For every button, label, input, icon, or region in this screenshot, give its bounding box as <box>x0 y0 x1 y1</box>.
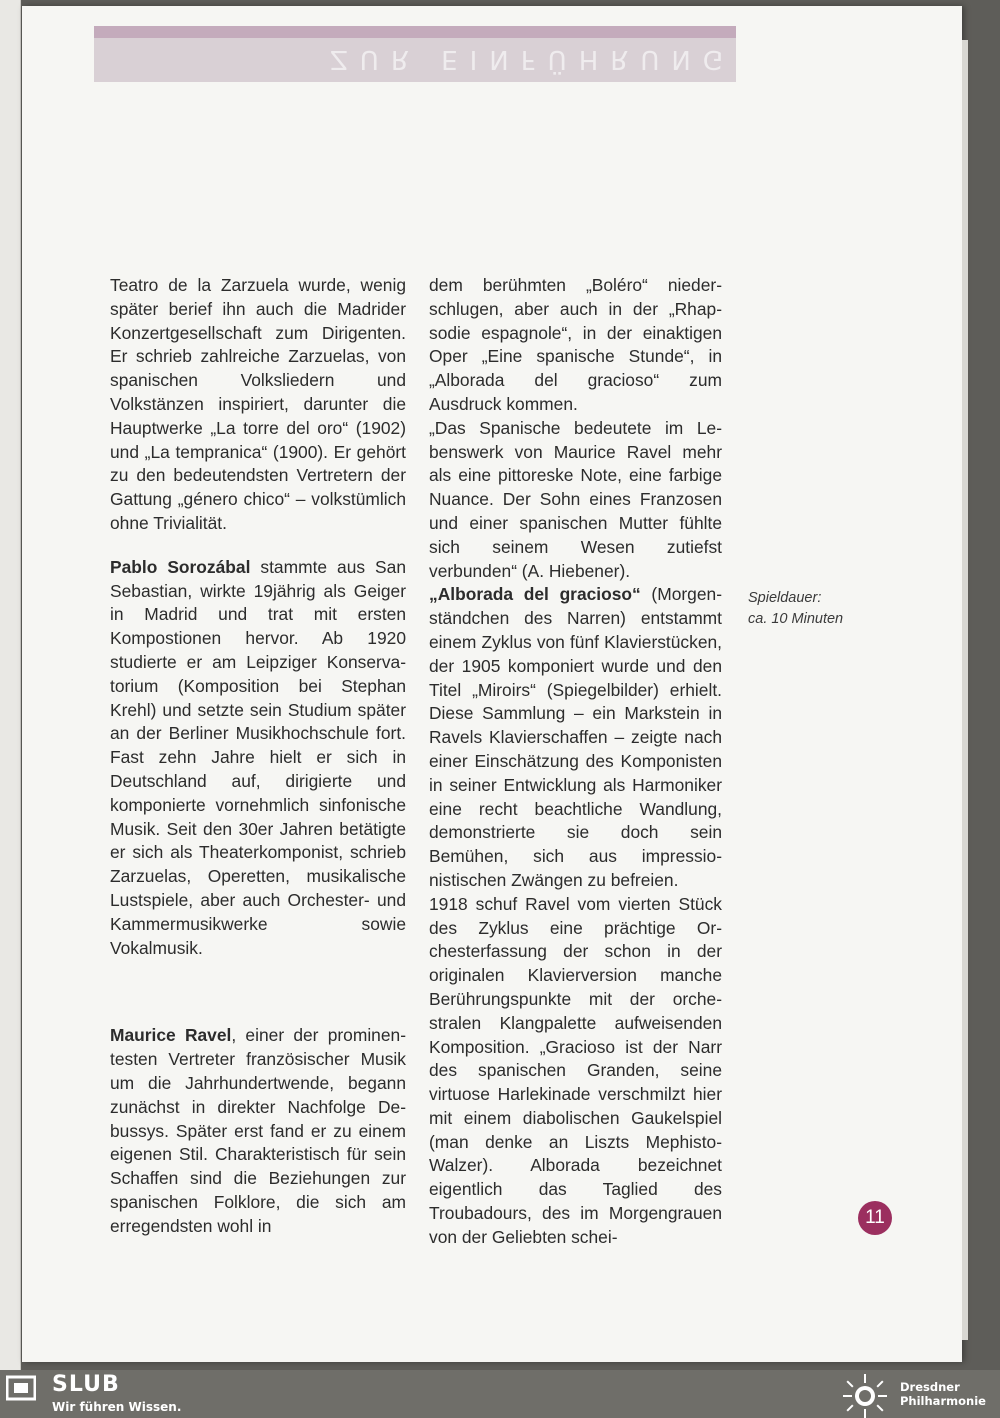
composer-name-sorozabal: Pablo Sorozábal <box>110 556 251 577</box>
ravel-text: , einer der prominentesten Vertreter französischer Musik um die Jahrhundertwende, begann zunächst in direkter Nachfolge Debussys. Später erst fand er zu einem eigenen Stil. Charakteristisch für sein Schaffen sind die Beziehungen zur spanischen Folklore, die sich am erregendsten wohl in <box>110 1025 406 1236</box>
paragraph-bolero: dem berühmten „Boléro“ niederschlugen, aber auch in der „Rhapsodie espagnole“, in der einaktigen Oper „Eine spanische Stunde“, in „Alborada del gracioso“ zum Ausdruck kommen. <box>429 275 722 414</box>
dp-line-2: Philharmonie <box>900 1394 986 1408</box>
duration-value: ca. 10 Minuten <box>748 611 844 627</box>
paragraph-alborada <box>429 583 722 892</box>
dp-line-1: Dresdner <box>900 1380 960 1394</box>
paragraph-orchestration: 1918 schuf Ravel vom vierten Stück des Zyklus eine prächtige Orchesterfassung der schon in der originalen Klavierversion manche Berührungspunkte mit der orchestralen Klangpalette aufweisenden Komposition. „Gracioso ist der Narr des spanischen Granden, seine virtuose Harlekinade verschmilzt hier mit einem diabolischen Gaukelspiel (man denke an Liszts Mephisto-Walzer). Alborada bezeichnet eigentlich das Taglied des Troubadours, des im Morgengrauen von der Geliebten schei- <box>429 893 722 1247</box>
work-title-alborada: „Alborada del gracioso“ <box>429 584 641 605</box>
page-number-badge: 11 <box>858 1201 892 1235</box>
text-column-right <box>429 274 722 1250</box>
duration-label: Spieldauer: <box>748 590 822 606</box>
dresdner-philharmonie-wordmark <box>900 1380 986 1408</box>
sorozabal-text: stammte aus San Sebastian, wirkte 19jährig als Geiger in Madrid und trat mit ersten Kompostionen hervor. Ab 1920 studierte er am Leipziger Konservatorium (Komposition bei Stephan Krehl) und setzte sein Studium später an der Berliner Musikhochschule fort. Fast zehn Jahre hielt er sich in Deutschland auf, dirigierte und komponierte vornehmlich sinfonische Musik. Seit den 30er Jahren betätigte er sich als Theaterkomponist, schrieb Zarzuelas, Operetten, musikalische Lustspiele, aber auch Orchester- und Kammermusikwerke sowie Vokalmusik. <box>110 556 407 958</box>
section-title: ZUR EINFÜHRUNG <box>330 44 735 74</box>
page-edge <box>962 40 968 1340</box>
alborada-text: (Morgenständchen des Narren) entstammt einem Zyklus von fünf Klavierstücken, der 1905 komponiert wurde und den Titel „Miroirs“ (Spiegelbilder) erhielt. Diese Sammlung – ein Markstein in Ravels Klavierschaffen – zeigte nach einer Einschätzung des Komponisten in seiner Entwicklung als Harmoniker eine recht beachtliche Wandlung, demonstrierte sie doch sein Bemühen, sich aus impressionistischen Zwängen zu befreien. <box>429 584 722 890</box>
paragraph-ravel <box>110 1024 406 1238</box>
slub-name: SLUB <box>52 1372 120 1397</box>
paragraph-zarzuela: Teatro de la Zarzuela wurde, wenig später berief ihn auch die Madrider Konzertgesellschaft zum Dirigenten. Er schrieb zahlreiche Zarzuelas, von spanischen Volksliedern und Volkstänzen inspiriert, darunter die Hauptwerke „La torre del oro“ (1902) und „La tempranica“ (1900). Er gehört zu den bedeutendsten Vertretern der Gattung „género chico“ – volkstümlich ohne Trivialität. <box>110 275 406 533</box>
paragraph-quote: „Das Spanische bedeutete im Lebenswerk von Maurice Ravel mehr als eine pittoreske Note, eine farbige Nuance. Der Sohn eines Franzosen und einer spanischen Mutter fühlte sich seinem Wesen zutiefst verbunden“ (A. Hiebener). <box>429 417 722 581</box>
slub-logo-icon <box>6 1374 36 1402</box>
dresdner-philharmonie-logo-icon <box>840 1372 890 1418</box>
text-column-left <box>110 274 406 1238</box>
slub-tagline: Wir führen Wissen. <box>52 1400 182 1414</box>
composer-name-ravel: Maurice Ravel <box>110 1025 232 1046</box>
previous-page-edge <box>0 0 21 1370</box>
paragraph-sorozabal <box>110 556 406 961</box>
footer-bar <box>0 1370 1000 1418</box>
duration-sidenote <box>748 588 843 630</box>
